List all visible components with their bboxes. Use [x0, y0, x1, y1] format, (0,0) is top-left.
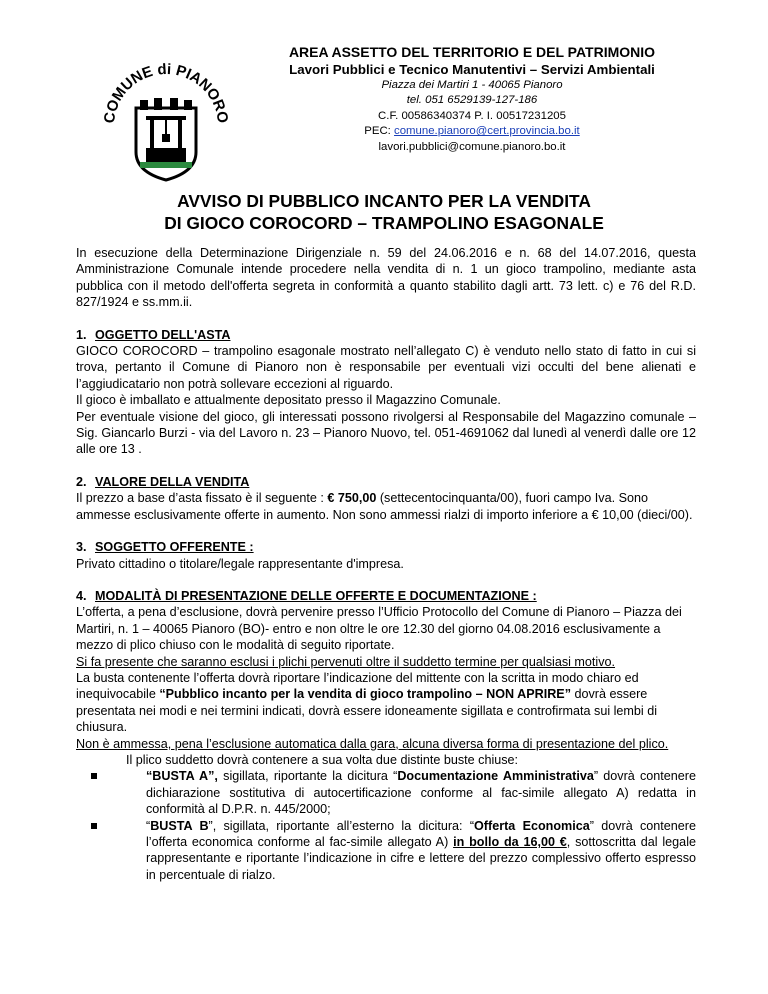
paragraph: Il plico suddetto dovrà contenere a sua volta due distinte buste chiuse: [126, 752, 519, 767]
section-1 [76, 327, 696, 458]
paragraph: La busta contenente l’offerta dovrà riportare l’indicazione del mittente con la scritta in modo chiaro ed inequivocabile “Pubblico incanto per la vendita di gioco trampolino – NON APRIRE” dovrà essere presentata nei modi e nei termini indicati, dovrà essere idoneamente sigillata e controfirmata sui lembi di chiusura. [76, 670, 658, 735]
email: lavori.pubblici@comune.pianoro.bo.it [378, 140, 566, 153]
title-line-1: AVVISO DI PUBBLICO INCANTO PER LA VENDITA [177, 191, 591, 211]
municipal-seal-icon [100, 48, 230, 184]
telephone: tel. 051 6529139-127-186 [406, 94, 538, 107]
list-item: “BUSTA B”, sigillata, riportante all’esterno la dicitura: “Offerta Economica” dovrà contenere l’offerta economica conforme al fac-simile allegato A) in bollo da 16,00 €, sottoscritta dal legale rappresentante e riportante l’indicazione in cifre e lettere del prezzo complessivo offerto espresso in percentuale di rialzo. [146, 818, 696, 884]
bullet-icon [91, 773, 97, 779]
letterhead [262, 44, 682, 155]
list-item: “BUSTA A”, sigillata, riportante la dicitura “Documentazione Amministrativa” dovrà contenere dichiarazione sostitutiva di autocertificazione conforme al fac-simile allegato A) redatta in conformità al D.P.R. n. 445/2000; [146, 768, 696, 817]
paragraph: L’offerta, a pena d’esclusione, dovrà pervenire presso l’Ufficio Protocollo del Comune di Pianoro – Piazza dei Martiri, n. 1 – 40065 Pianoro (BO)- entro e non oltre le ore 12.30 del giorno 04.08.2016 esclusivamente a mezzo di plico chiuso con le modalità di seguito riportate. [76, 605, 682, 653]
section-heading: 2. VALORE DELLA VENDITA [76, 474, 250, 489]
paragraph: Si fa presente che saranno esclusi i plichi pervenuti oltre il suddetto termine per qualsiasi motivo. [76, 654, 616, 669]
pec-line [262, 124, 682, 139]
bullet-icon [91, 823, 97, 829]
section-4 [76, 588, 696, 883]
address: Piazza dei Martiri 1 - 40065 Pianoro [381, 79, 563, 91]
paragraph: Il gioco è imballato e attualmente depositato presso il Magazzino Comunale. [76, 393, 501, 408]
envelope-list [76, 768, 696, 883]
pec-label: PEC: [364, 125, 395, 138]
section-heading: 4. MODALITÀ DI PRESENTAZIONE DELLE OFFERTE E DOCUMENTAZIONE : [76, 588, 537, 603]
paragraph: GIOCO COROCORD – trampolino esagonale mostrato nell’allegato C) è venduto nello stato di fatto in cui si trova, pertanto il Comune di Pianoro non è responsabile per eventuali vizi occulti del bene alienati e l’aggiudicatario non potrà sollevare eccezioni al riguardo. [76, 344, 696, 391]
section-3 [76, 539, 696, 572]
document-body [76, 245, 696, 883]
paragraph: Non è ammessa, pena l’esclusione automatica dalla gara, alcuna diversa forma di presentazione del plico. [76, 736, 669, 751]
paragraph: Il prezzo a base d’asta fissato è il seguente : € 750,00 (settecentocinquanta/00), fuori campo Iva. Sono ammesse esclusivamente offerte in aumento. Non sono ammessi rialzi di importo inferiore a € 10,00 (dieci/00). [76, 491, 693, 522]
base-price: € 750,00 [327, 491, 377, 506]
department-subtitle: Lavori Pubblici e Tecnico Manutentivi – Servizi Ambientali [289, 62, 655, 77]
comune-logo [100, 48, 230, 184]
logo-text: COMUNE di PIANORO [100, 60, 230, 125]
title-line-2: DI GIOCO COROCORD – TRAMPOLINO ESAGONALE [164, 213, 604, 233]
section-heading: 3. SOGGETTO OFFERENTE : [76, 540, 254, 555]
document-title [0, 190, 768, 234]
pec-email-link[interactable]: comune.pianoro@cert.provincia.bo.it [394, 125, 580, 138]
department-title: AREA ASSETTO DEL TERRITORIO E DEL PATRIMONIO [288, 44, 656, 60]
section-heading: 1. OGGETTO DELL'ASTA [76, 327, 231, 342]
paragraph: Per eventuale visione del gioco, gli interessati possono rivolgersi al Responsabile del Magazzino comunale – Sig. Giancarlo Burzi - via del Lavoro n. 23 – Pianoro Nuovo, tel. 051-4691062 dal lunedì al venerdì dalle ore 12 alle ore 13 . [76, 409, 696, 457]
fiscal-codes: C.F. 00586340374 P. I. 00517231205 [378, 109, 566, 122]
intro-paragraph: In esecuzione della Determinazione Dirigenziale n. 59 del 24.06.2016 e n. 68 del 14.07.2016, questa Amministrazione Comunale intende procedere nella vendita di n. 1 un gioco trampolino, mediante asta pubblica con il metodo dell'offerta segreta in conformità a quanto stabilito dagli artt. 73 lett. c) e 76 del R.D. 827/1924 e ss.mm.ii. [76, 246, 696, 310]
section-2 [76, 474, 696, 523]
paragraph: Privato cittadino o titolare/legale rappresentante d'impresa. [76, 556, 404, 571]
